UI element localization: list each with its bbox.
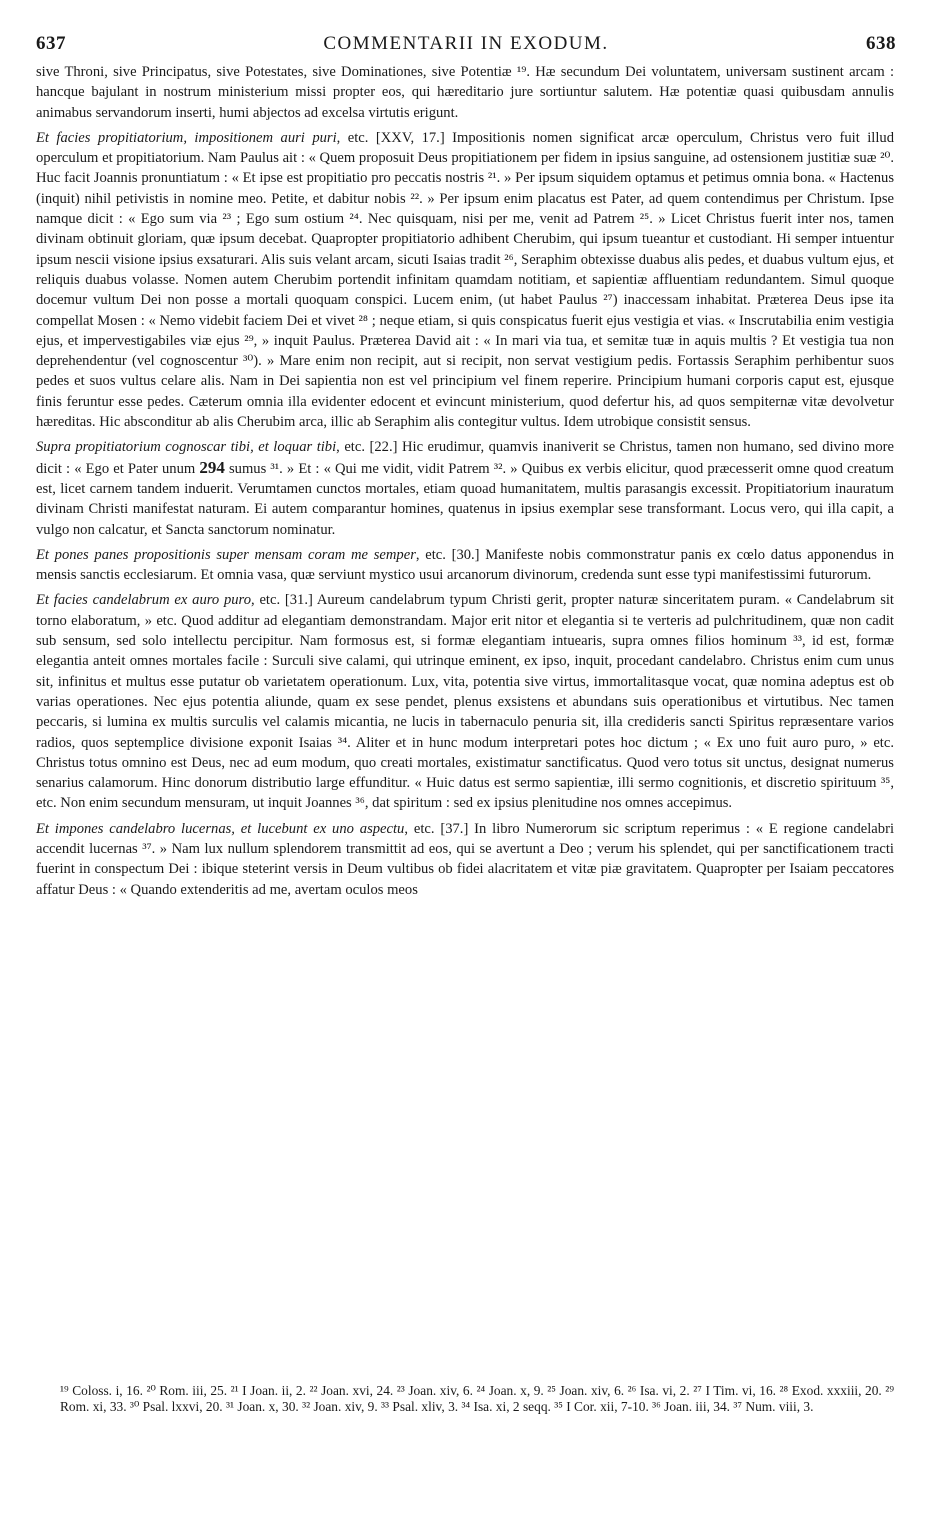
paragraph-text: , etc. [22.] Hic erudimur, quamvis inaniverit se Christus, tamen non humano, sed divino more dicit : « Ego et Pater unum	[36, 439, 894, 477]
paragraph-text: , etc. [37.] In libro Numerorum sic scriptum reperimus : « E regione candelabri accendit lucernas ³⁷. » Nam lux nullum splendorem transmittit ad eos, qui se avertunt a Deo ; verum his splendet, qui per sanctificationem tracti fuerint in conspectum Dei : ibique steterint versis in Deum vultibus ob fidei alacritatem et vitæ piæ gravitatem. Quapropter per Isaiam peccatores affatur Deus : « Quando extenderitis ad me, avertam oculos meos	[36, 820, 894, 898]
left-page-number: 637	[36, 33, 66, 54]
paragraph-1	[36, 62, 894, 123]
running-header	[36, 33, 896, 63]
paragraph-6	[36, 819, 894, 900]
right-page-number: 638	[866, 33, 896, 54]
lemma: Et impones candelabro lucernas, et lucebunt ex uno aspectu	[36, 820, 405, 837]
running-title: COMMENTARII IN EXODUM.	[323, 33, 609, 54]
column-marker: 294	[199, 457, 225, 477]
lemma: Et facies propitiatorium, impositionem auri puri	[36, 129, 337, 146]
lemma: Supra propitiatorium cognoscar tibi, et loquar tibi	[36, 439, 337, 456]
body-text	[36, 62, 894, 900]
paragraph-2	[36, 128, 894, 432]
paragraph-5	[36, 590, 894, 813]
paragraph-text: , etc. [30.] Manifeste nobis commonstratur panis ex cœlo datus apponendus in mensis sanctis ecclesiarum. Et omnia vasa, quæ serviunt mystico usui arcanorum divinorum, credenda sunt esse typi manifestissimi futurorum.	[36, 546, 894, 584]
paragraph-text: , etc. [XXV, 17.] Impositionis nomen significat arcæ operculum, Christus vero fuit illud operculum et propitiatorium. Nam Paulus ait : « Quem proposuit Deus propitiationem per fidem in ipsius sanguine, ad ostensionem justitiæ suæ ²⁰. Huc facit Joannis pronuntiatum : « Et ipse est propitiatio pro peccatis nostris ²¹. » Per ipsum siquidem optamus et petimus omnia bona. « Hactenus (inquit) nihil petivistis in nomine meo. Petite, et dabitur nobis ²². » Per ipsum enim placatus est Pater, ad quem contendimus per Christum. Ipse namque dicit : « Ego sum via ²³ ; Ego sum ostium ²⁴. Nec quisquam, nisi per me, venit ad Patrem ²⁵. » Licet Christus fuerit inter nos, tamen divinam obtinuit gloriam, quæ ipsum decebat. Quapropter propitiatorio adhibent Cherubim, qui ipsum tueantur et custodiant. Hi semper intuentur ipsum nescii visione ipsius exsaturari. Alis suis velant arcam, sicuti Isaias tradit ²⁶, Seraphim obtexisse duabus alis pedes, et duabus vultum ejus, et reliquis duabus volasse. Nomen autem Cherubim portendit infinitam quamdam notitiam, et sapientiæ affluentiam redundantem. Simul quoque docemur vultum Dei non posse a mortali quoquam conspici. Lucem enim, (ut habet Paulus ²⁷) inaccessam inhabitat. Præterea Deus ipse ita compellat Mosen : « Nemo videbit faciem Dei et vivet ²⁸ ; neque etiam, si quis conspicatus fuerit ejus vestigia et vias. « Inscrutabilia enim vestigia ejus, et impervestigabiles viæ ejus ²⁹, » inquit Paulus. Præterea David ait : « In mari via tua, et semitæ tuæ in aquis multis ? Et vestigia tua non deprehendentur (vel cognoscentur ³⁰). » Mare enim non recipit, aut si recipit, non servat vestigium pedis. Fortassis Seraphim perhibentur suos pedes et suos vultus celare alis. Nam in Dei sapientia non est vel principium vel finem reperire. Principium humani corporis caput est, ejusque finis feruntur esse pedes. Cæterum omnia illa evidenter edocent et evincunt ministerium, quod defertur his, ad quos sempiternæ vitæ devolvetur hæreditas. Hic absconditur ab alis Cherubim arca, illic ab Seraphim alis contegitur vultus. Idem utrobique consistit sensus.	[36, 129, 895, 431]
paragraph-text: sive Throni, sive Principatus, sive Potestates, sive Dominationes, sive Potentiæ ¹⁹. Hæ secundum Dei voluntatem, universam sustinent arcam : hancque bajulant in nostrum ministerium missi propter eos, qui hæreditario jure sortiuntur salutem. Hæ potentiæ quasi quibusdam annulis animabus servandorum inserti, humi abjectos ad excelsa virtutis erigunt.	[36, 64, 894, 121]
paragraph-3	[36, 437, 894, 539]
paragraph-text-continued: sumus ³¹. » Et : « Qui me vidit, vidit Patrem ³². » Quibus ex verbis elicitur, quod præcesserit omne quod creatum est, licet carnem tandem induerit. Verumtamen cunctos mortales, etiam quoad humanitatem, multis parasangis excessit. Propitiatorium inauratum divinam Christi manifestat naturam. Ei autem comparantur homines, quatenus in ipsius exemplar sese transformant. Locus vero, qui illa capit, a vulgo non calcatur, et Sancta sanctorum nominatur.	[36, 460, 895, 538]
paragraph-text: , etc. [31.] Aureum candelabrum typum Christi gerit, propter naturæ sinceritatem puram. « Candelabrum sit torno elaboratum, » etc. Quod additur ad elegantiam demonstrandam. Major erit nitor et elegantia si te verteris ad pulchritudinem, quæ non cadit sub sensum, sed solo intellectu percipitur. Nam formosus est, si formæ elegantiam intuearis, supra omnes filios hominum ³³, id est, formæ elegantia anteit omnes mortales facile : Surculi sive calami, qui utrinque eminent, ex ipso, inquit, procedant candelabro. Christus enim cum unus sit, infinitus et multus esse putatur ob varietatem operationum. Lux, vita, potentia sive virtus, immortalitasque vocat, quæ nomina adeptus est ob varias operationes. Nec ejus potentia aliunde, quam ex sese pendet, plenus exsistens et abundans suis operationibus et virtutibus. Nec tamen peccaris, si lumina ex multis surculis vel calamis micantia, ne lucis in tabernaculo penuria sit, illa credideris sancti Spiritus repræsentare varios radios, quos septemplice divisione exponit Isaias ³⁴. Aliter et in hunc modum interpretari potes hoc dictum ; « Ex uno fuit auro puro, » etc. Christus totus omnino est Deus, nec ad eum modum, quo creati mortales, existimatur sanctificatus. Quod vero totus sit unctus, designat numerus senarius calamorum. Hinc donorum distributio large effunditur. « Huic datus est sermo sapientiæ, illi sermo cognitionis, et discretio spirituum ³⁵, etc. Non enim secundum mensuram, ut inquit Joannes ³⁶, dat spiritum : sed ex ipsius plenitudine nos omnes accepimus.	[36, 592, 894, 812]
lemma: Et facies candelabrum ex auro puro	[36, 592, 251, 609]
paragraph-4	[36, 545, 894, 586]
lemma: Et pones panes propositionis super mensam coram me semper	[36, 546, 416, 563]
footnotes: ¹⁹ Coloss. i, 16. ²⁰ Rom. iii, 25. ²¹ I Joan. ii, 2. ²² Joan. xvi, 24. ²³ Joan. xiv, 6. ²⁴ Joan. x, 9. ²⁵ Joan. xiv, 6. ²⁶ Isa. vi, 2. ²⁷ I Tim. vi, 16. ²⁸ Exod. xxxiii, 20. ²⁹ Rom. xi, 33. ³⁰ Psal. lxxvi, 20. ³¹ Joan. x, 30. ³² Joan. xiv, 9. ³³ Psal. xliv, 3. ³⁴ Isa. xi, 2 seqq. ³⁵ I Cor. xii, 7-10. ³⁶ Joan. iii, 34. ³⁷ Num. viii, 3.	[60, 1383, 894, 1414]
